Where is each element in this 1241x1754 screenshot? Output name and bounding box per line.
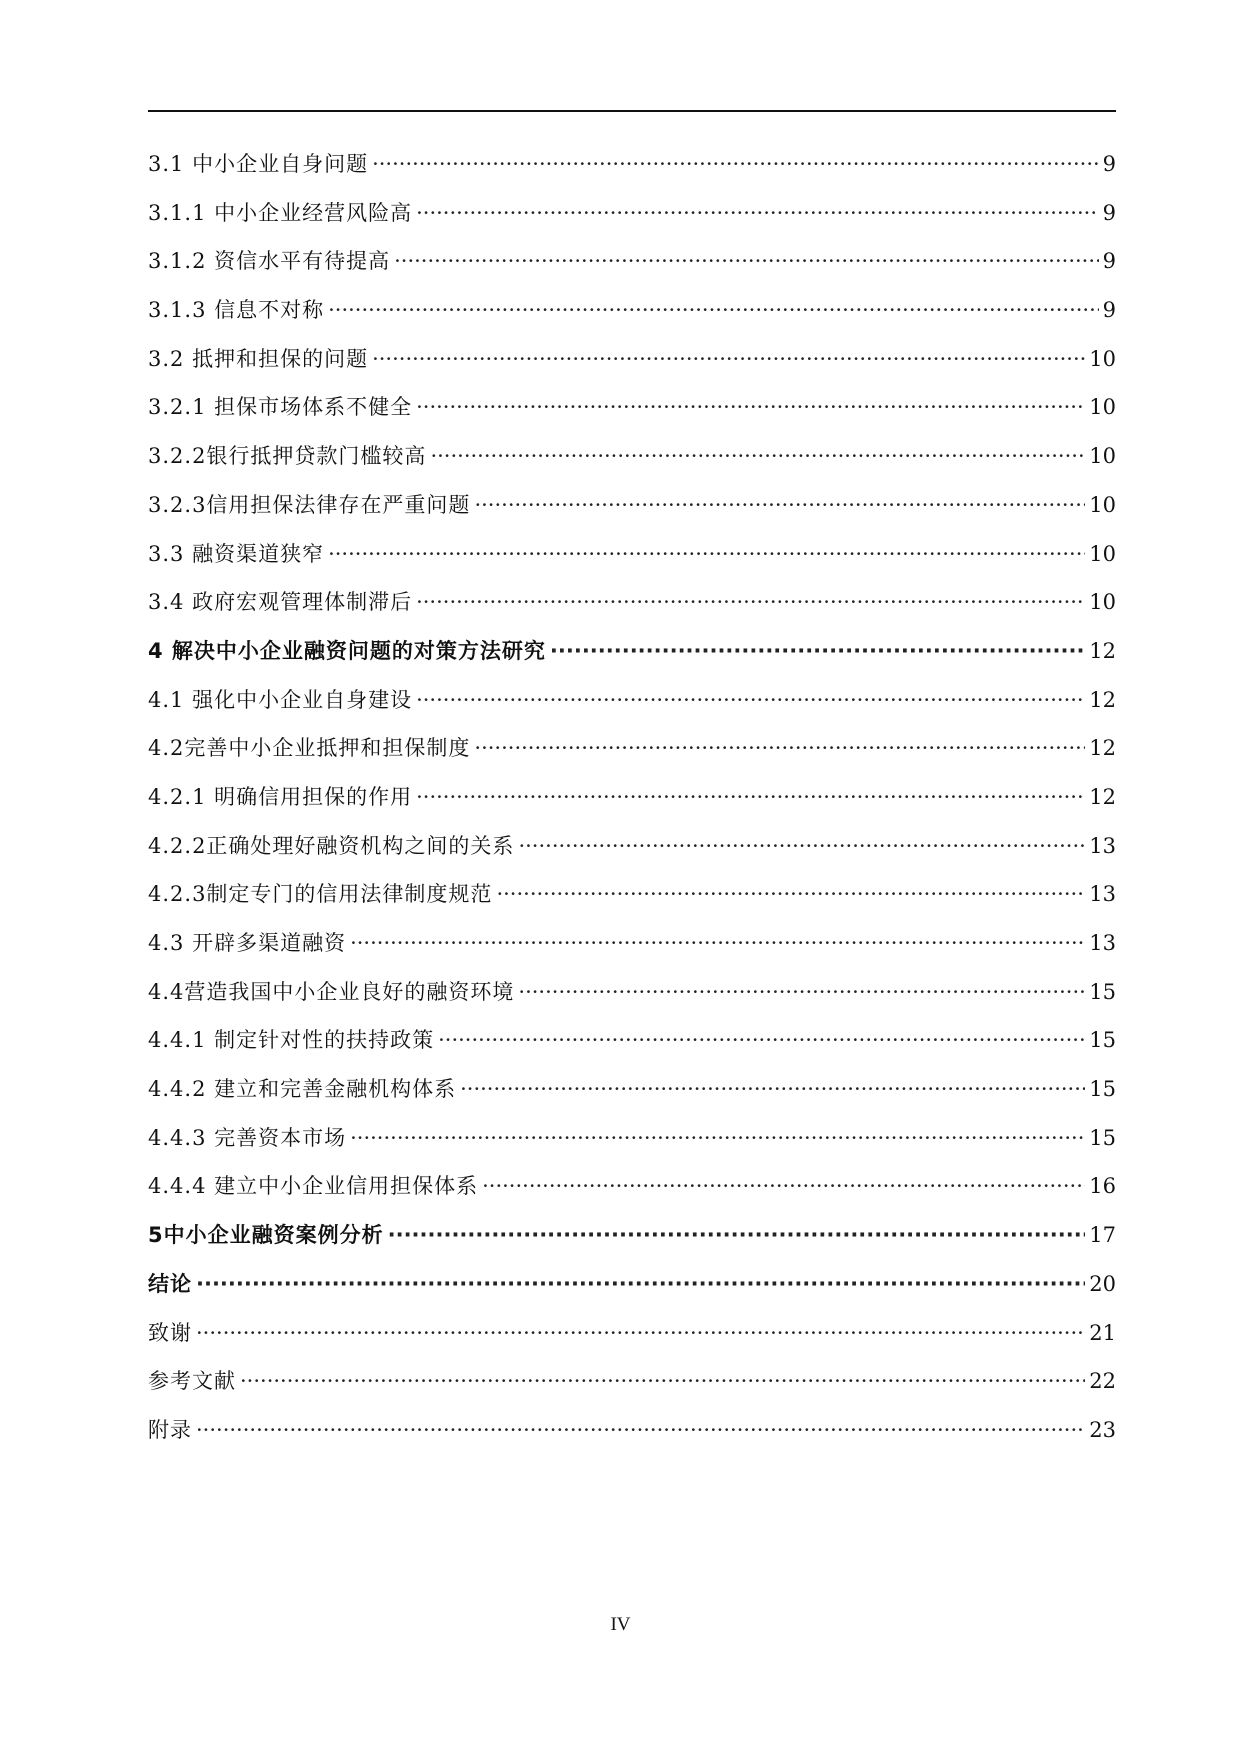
toc-entry-title: 4.2.3制定专门的信用法律制度规范 xyxy=(148,882,493,907)
toc-entry xyxy=(148,1170,1116,1219)
toc-dot-leader xyxy=(196,1321,1085,1345)
toc-entry xyxy=(148,1073,1116,1122)
toc-entry-page: 10 xyxy=(1089,444,1116,469)
toc-dot-leader xyxy=(550,639,1085,663)
toc-entry xyxy=(148,294,1116,343)
toc-entry-page: 15 xyxy=(1089,1028,1116,1053)
toc-entry xyxy=(148,927,1116,976)
toc-entry-title: 4.2.1 明确信用担保的作用 xyxy=(148,784,413,809)
toc-dot-leader xyxy=(474,493,1085,517)
toc-dot-leader xyxy=(328,298,1099,322)
toc-entry-page: 10 xyxy=(1089,590,1116,615)
toc-entry-title: 3.2.2银行抵押贷款门槛较高 xyxy=(148,444,427,469)
toc-entry-title: 3.2 抵押和担保的问题 xyxy=(148,346,369,371)
toc-dot-leader xyxy=(196,1272,1085,1296)
toc-entry xyxy=(148,489,1116,538)
toc-dot-leader xyxy=(438,1028,1085,1052)
toc-entry-page: 20 xyxy=(1089,1271,1116,1296)
toc-dot-leader xyxy=(416,395,1085,419)
toc-entry-title: 4.2完善中小企业抵押和担保制度 xyxy=(148,736,471,761)
toc-entry xyxy=(148,878,1116,927)
toc-entry-page: 13 xyxy=(1089,833,1116,858)
toc-dot-leader xyxy=(416,688,1085,712)
toc-entry-page: 9 xyxy=(1102,249,1116,274)
toc-entry-title: 4.4.1 制定针对性的扶持政策 xyxy=(148,1028,435,1053)
toc-entry-title: 4 解决中小企业融资问题的对策方法研究 xyxy=(148,638,546,663)
toc-dot-leader xyxy=(416,785,1085,809)
toc-entry xyxy=(148,148,1116,197)
toc-entry-title: 3.1.2 资信水平有待提高 xyxy=(148,249,391,274)
toc-entry-title: 3.3 融资渠道狭窄 xyxy=(148,541,325,566)
toc-entry-title: 结论 xyxy=(148,1271,192,1296)
toc-entry-title: 3.1.1 中小企业经营风险高 xyxy=(148,200,413,225)
toc-entry-title: 4.4.2 建立和完善金融机构体系 xyxy=(148,1077,457,1102)
toc-entry xyxy=(148,1414,1116,1463)
toc-dot-leader xyxy=(350,931,1085,955)
toc-entry-title: 4.1 强化中小企业自身建设 xyxy=(148,687,413,712)
toc-entry-page: 13 xyxy=(1089,882,1116,907)
toc-entry-title: 附录 xyxy=(148,1417,192,1442)
toc-entry xyxy=(148,1317,1116,1366)
toc-dot-leader xyxy=(240,1369,1085,1393)
header-rule xyxy=(148,110,1116,112)
toc-entry-page: 15 xyxy=(1089,1125,1116,1150)
toc-entry-page: 17 xyxy=(1089,1223,1116,1248)
toc-entry xyxy=(148,586,1116,635)
toc-entry-page: 12 xyxy=(1089,638,1116,663)
toc-entry-page: 9 xyxy=(1102,200,1116,225)
toc-entry-page: 12 xyxy=(1089,784,1116,809)
toc-dot-leader xyxy=(416,590,1085,614)
toc-entry xyxy=(148,391,1116,440)
toc-entry-title: 3.1.3 信息不对称 xyxy=(148,298,325,323)
toc-entry xyxy=(148,781,1116,830)
toc-dot-leader xyxy=(372,152,1099,176)
toc-dot-leader xyxy=(460,1077,1085,1101)
toc-entry xyxy=(148,1122,1116,1171)
toc-entry-page: 10 xyxy=(1089,541,1116,566)
toc-entry-page: 22 xyxy=(1089,1369,1116,1394)
toc-entry xyxy=(148,197,1116,246)
toc-entry xyxy=(148,1365,1116,1414)
toc-dot-leader xyxy=(430,444,1085,468)
toc-entry-page: 10 xyxy=(1089,395,1116,420)
toc-entry xyxy=(148,538,1116,587)
toc-entry xyxy=(148,732,1116,781)
toc-dot-leader xyxy=(394,249,1099,273)
toc-dot-leader xyxy=(482,1174,1085,1198)
toc-entry-page: 12 xyxy=(1089,736,1116,761)
toc-dot-leader xyxy=(496,882,1085,906)
toc-entry-page: 15 xyxy=(1089,979,1116,1004)
toc-dot-leader xyxy=(388,1223,1086,1247)
toc-entry xyxy=(148,976,1116,1025)
toc-entry-title: 致谢 xyxy=(148,1320,192,1345)
toc-dot-leader xyxy=(350,1126,1085,1150)
toc-entry xyxy=(148,1268,1116,1317)
toc-entry-page: 13 xyxy=(1089,931,1116,955)
toc-entry xyxy=(148,343,1116,392)
toc-entry xyxy=(148,1024,1116,1073)
toc-entry xyxy=(148,684,1116,733)
toc-dot-leader xyxy=(328,542,1085,566)
toc-dot-leader xyxy=(518,834,1085,858)
toc-entry xyxy=(148,830,1116,879)
toc-entry-title: 4.4.4 建立中小企业信用担保体系 xyxy=(148,1174,479,1199)
toc-entry xyxy=(148,245,1116,294)
table-of-contents xyxy=(148,148,1116,1463)
toc-entry-title: 3.2.1 担保市场体系不健全 xyxy=(148,395,413,420)
toc-dot-leader xyxy=(518,980,1085,1004)
toc-entry xyxy=(148,440,1116,489)
toc-entry-page: 10 xyxy=(1089,492,1116,517)
page-number: IV xyxy=(610,1614,631,1635)
toc-entry xyxy=(148,1219,1116,1268)
toc-entry-title: 3.2.3信用担保法律存在严重问题 xyxy=(148,492,471,517)
toc-entry-title: 5中小企业融资案例分析 xyxy=(148,1223,384,1248)
toc-entry-page: 12 xyxy=(1089,687,1116,712)
toc-entry-page: 10 xyxy=(1089,346,1116,371)
toc-entry-page: 15 xyxy=(1089,1077,1116,1102)
toc-entry-page: 16 xyxy=(1089,1174,1116,1199)
toc-entry-title: 3.4 政府宏观管理体制滞后 xyxy=(148,590,413,615)
toc-entry-title: 4.4营造我国中小企业良好的融资环境 xyxy=(148,979,515,1004)
toc-entry-page: 23 xyxy=(1089,1417,1116,1442)
toc-dot-leader xyxy=(416,201,1099,225)
toc-entry-title: 4.4.3 完善资本市场 xyxy=(148,1125,347,1150)
toc-entry-title: 3.1 中小企业自身问题 xyxy=(148,152,369,176)
toc-dot-leader xyxy=(372,347,1085,371)
toc-entry-title: 4.2.2正确处理好融资机构之间的关系 xyxy=(148,833,515,858)
toc-entry-page: 9 xyxy=(1102,152,1116,176)
toc-entry-page: 9 xyxy=(1102,298,1116,323)
toc-dot-leader xyxy=(474,736,1085,760)
toc-dot-leader xyxy=(196,1418,1085,1442)
toc-entry-title: 4.3 开辟多渠道融资 xyxy=(148,931,347,955)
toc-entry-page: 21 xyxy=(1089,1320,1116,1345)
toc-entry-title: 参考文献 xyxy=(148,1369,236,1394)
toc-entry xyxy=(148,635,1116,684)
